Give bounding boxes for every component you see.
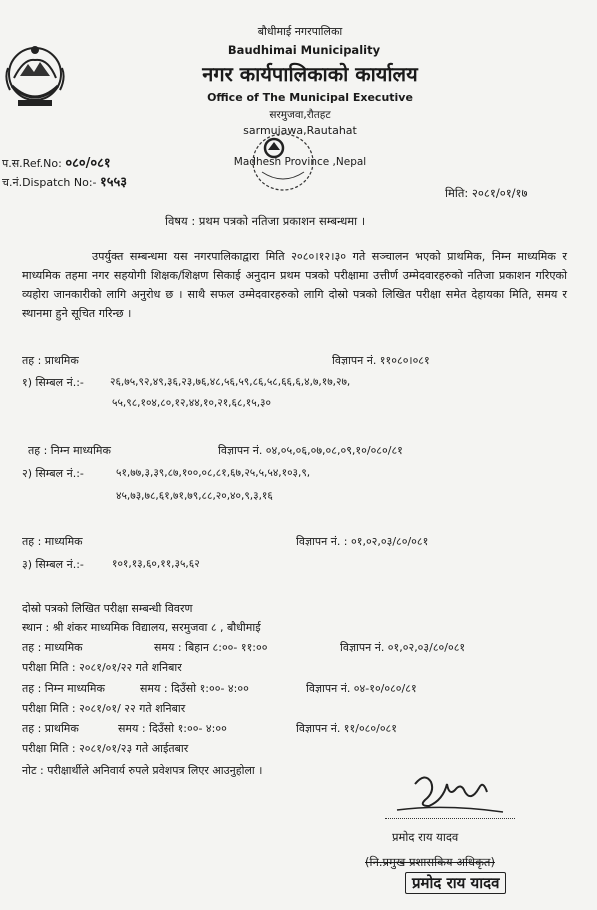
- signature-line: [385, 818, 515, 819]
- result-2-roll-line1: ५१,७७,३,३९,८७,१००,०८,८१,६७,२५,५,५४,१०३,९,: [116, 467, 311, 479]
- result-1-roll-line2: ५५,९८,१०४,८०,१२,४४,१०,२१,६८,१५,३०: [112, 397, 271, 409]
- handwritten-signature: [395, 770, 505, 818]
- result-2-roll-line2: ४५,७३,७८,६१,७१,७९,८८,२०,४०,९,३,१६: [116, 490, 273, 502]
- result-1-ad: विज्ञापन नं. ११०८०।०८१: [332, 354, 430, 367]
- sp-row-3-level: तह : प्राथमिक: [22, 722, 79, 735]
- address-np: सरमुजवा,रौतहट: [269, 109, 331, 121]
- result-3-ad: विज्ञापन नं. : ०१,०२,०३/८०/०८१: [296, 535, 429, 548]
- sp-row-1-date: परीक्षा मिति : २०८१/०१/२२ गते शनिबार: [22, 661, 182, 674]
- sp-row-3-ad: विज्ञापन नं. ११/०८०/०८१: [296, 722, 397, 735]
- signatory-name-stamp: प्रमोद राय यादव: [405, 872, 506, 894]
- sp-row-2-level: तह : निम्न माध्यमिक: [22, 682, 105, 695]
- province-country: Madhesh Province ,Nepal: [233, 156, 367, 168]
- sp-row-1-ad: विज्ञापन नं. ०१,०२,०३/८०/०८१: [340, 641, 466, 654]
- result-1-level: तह : प्राथमिक: [22, 354, 79, 367]
- result-3-level: तह : माध्यमिक: [22, 535, 83, 548]
- result-2-level: तह : निम्न माध्यमिक: [28, 444, 111, 457]
- letter-subject: विषय : प्रथम पत्रको नतिजा प्रकाशन सम्बन्धमा ।: [165, 214, 366, 228]
- second-paper-heading: दोस्रो पत्रको लिखित परीक्षा सम्बन्धी विवरण: [22, 602, 193, 615]
- sp-row-1-time: समय : बिहान ८:००- ११:००: [154, 641, 268, 654]
- ref-number: [2, 153, 111, 171]
- result-2-roll-label: २) सिम्बल नं.:-: [22, 467, 84, 480]
- letter-body-paragraph: उपर्युक्त सम्बन्धमा यस नगरपालिकाद्वारा मिति २०८०।१२।३० गते सञ्चालन भएको प्राथमिक, निम्न माध्यमिक र माध्यमिक तहमा नगर सहयोगी शिक्षक/शिक्षण सिकाई अनुदान प्रथम पत्रको परीक्षामा उत्तीर्ण उम्मेदवारहरुको नतिजा प्रकाशन गरिएको व्यहोरा जानकारीको लागि अनुरोध छ । साथै सफल उम्मेदवारहरुको लागि दोस्रो पत्रको लिखित परीक्षा समेत देहायका मिति, समय र स्थानमा हुने सूचित गरिन्छ ।: [22, 250, 567, 320]
- dispatch-value: १५५३: [100, 175, 128, 190]
- office-name-np: नगर कार्यपालिकाको कार्यालय: [202, 62, 418, 86]
- ref-label: प.स.Ref.No:: [2, 157, 62, 170]
- municipality-name-en: Baudhimai Municipality: [227, 43, 381, 57]
- ref-value: ०८०/०८१: [65, 156, 111, 171]
- sp-row-2-ad: विज्ञापन नं. ०४-१०/०८०/८१: [306, 682, 417, 695]
- sp-row-1-level: तह : माध्यमिक: [22, 641, 83, 654]
- office-name-en: Office of The Municipal Executive: [207, 91, 413, 104]
- address-en: sarmujawa,Rautahat: [243, 124, 357, 137]
- result-1-roll-line1: २६,७५,९२,४९,३६,२३,७६,४८,५६,५९,८६,५८,६६,६,४,७,१७,२७,: [110, 376, 351, 388]
- dispatch-label: च.नं.Dispatch No:-: [2, 176, 97, 189]
- sp-row-2-time: समय : दिउँसो १:००- ४:००: [140, 682, 249, 695]
- nepal-emblem-logo: [4, 38, 66, 118]
- letter-date: मिति: २०८१/०१/१७: [445, 186, 528, 200]
- sp-row-3-date: परीक्षा मिति : २०८१/०१/२३ गते आईतबार: [22, 742, 189, 755]
- result-3-roll-label: ३) सिम्बल नं.:-: [22, 558, 84, 571]
- sp-row-3-time: समय : दिउँसो १:००- ४:००: [118, 722, 227, 735]
- result-3-roll-line1: १०१,१३,६०,११,३५,६२: [112, 558, 200, 570]
- signatory-designation: (नि.प्रमुख प्रशासकिय अधिकृत): [365, 855, 495, 869]
- office-seal-stamp: [240, 128, 326, 196]
- dispatch-number: [2, 172, 127, 190]
- result-1-roll-label: १) सिम्बल नं.:-: [22, 376, 84, 389]
- result-2-ad: विज्ञापन नं. ०४,०५,०६,०७,०८,०९,१०/०८०/८१: [218, 444, 403, 457]
- signatory-name: प्रमोद राय यादव: [392, 830, 459, 844]
- second-paper-venue: स्थान : श्री शंकर माध्यमिक विद्यालय, सरमुजवा ८ , बौधीमाई: [22, 621, 261, 634]
- sp-row-2-date: परीक्षा मिति : २०८१/०१/ २२ गते शनिबार: [22, 702, 186, 715]
- note-text: नोट : परीक्षार्थीले अनिवार्य रुपले प्रवेशपत्र लिएर आउनुहोला ।: [22, 764, 263, 777]
- municipality-name-np: बौधीमाई नगरपालिका: [257, 25, 343, 38]
